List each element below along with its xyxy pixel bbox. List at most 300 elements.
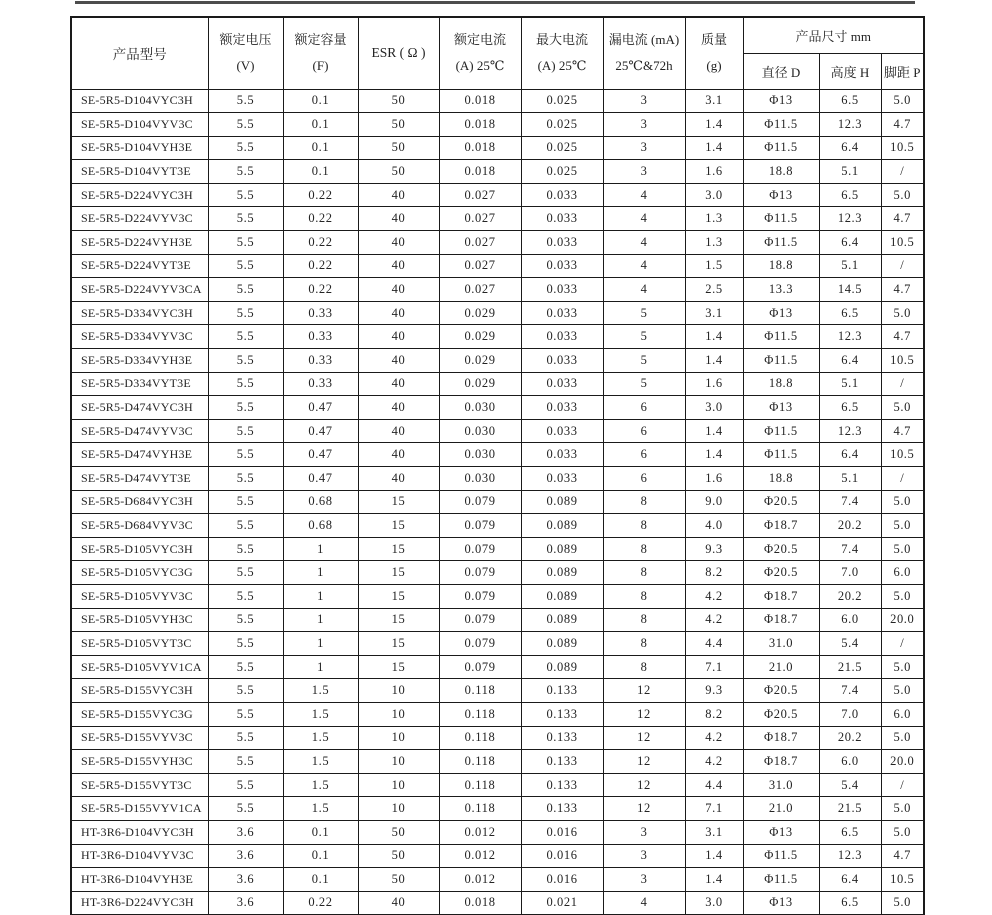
cell-weight: 1.6 bbox=[685, 372, 743, 396]
table-row bbox=[71, 325, 924, 349]
cell-diameter: 18.8 bbox=[743, 467, 819, 491]
cell-rated-voltage: 5.5 bbox=[208, 537, 283, 561]
cell-rated-capacity: 0.1 bbox=[283, 820, 358, 844]
cell-esr: 10 bbox=[358, 679, 439, 703]
cell-diameter: Φ20.5 bbox=[743, 561, 819, 585]
cell-rated-capacity: 0.22 bbox=[283, 231, 358, 255]
cell-rated-voltage: 5.5 bbox=[208, 561, 283, 585]
cell-diameter: Φ11.5 bbox=[743, 136, 819, 160]
cell-height: 14.5 bbox=[819, 278, 881, 302]
cell-model: SE-5R5-D155VYT3C bbox=[71, 773, 208, 797]
cell-pitch: 6.0 bbox=[881, 702, 924, 726]
cell-model: SE-5R5-D104VYC3H bbox=[71, 89, 208, 113]
header-size-group bbox=[743, 17, 924, 53]
cell-pitch: / bbox=[881, 632, 924, 656]
cell-max-current: 0.025 bbox=[521, 136, 603, 160]
cell-weight: 1.4 bbox=[685, 419, 743, 443]
table-row bbox=[71, 419, 924, 443]
cell-esr: 40 bbox=[358, 443, 439, 467]
cell-leakage-current: 6 bbox=[603, 443, 685, 467]
cell-diameter: Φ13 bbox=[743, 89, 819, 113]
cell-height: 20.2 bbox=[819, 726, 881, 750]
cell-max-current: 0.033 bbox=[521, 396, 603, 420]
cell-weight: 8.2 bbox=[685, 702, 743, 726]
cell-diameter: Φ13 bbox=[743, 396, 819, 420]
header-leakage-line1: 漏电流 (mA) bbox=[608, 32, 680, 48]
cell-max-current: 0.033 bbox=[521, 301, 603, 325]
cell-rated-voltage: 5.5 bbox=[208, 207, 283, 231]
cell-rated-current: 0.018 bbox=[439, 89, 521, 113]
cell-model: SE-5R5-D684VYV3C bbox=[71, 514, 208, 538]
cell-diameter: Φ11.5 bbox=[743, 113, 819, 137]
cell-leakage-current: 12 bbox=[603, 773, 685, 797]
cell-leakage-current: 3 bbox=[603, 844, 685, 868]
cell-max-current: 0.033 bbox=[521, 207, 603, 231]
table-row bbox=[71, 726, 924, 750]
cell-esr: 15 bbox=[358, 514, 439, 538]
cell-height: 12.3 bbox=[819, 419, 881, 443]
cell-weight: 1.4 bbox=[685, 443, 743, 467]
cell-rated-current: 0.029 bbox=[439, 301, 521, 325]
cell-rated-current: 0.118 bbox=[439, 679, 521, 703]
cell-rated-voltage: 5.5 bbox=[208, 726, 283, 750]
cell-rated-voltage: 5.5 bbox=[208, 160, 283, 184]
cell-rated-capacity: 1.5 bbox=[283, 773, 358, 797]
cell-height: 7.0 bbox=[819, 702, 881, 726]
cell-model: SE-5R5-D224VYV3C bbox=[71, 207, 208, 231]
cell-weight: 1.4 bbox=[685, 844, 743, 868]
cell-rated-capacity: 0.1 bbox=[283, 113, 358, 137]
cell-max-current: 0.133 bbox=[521, 726, 603, 750]
cell-esr: 40 bbox=[358, 396, 439, 420]
cell-model: SE-5R5-D474VYH3E bbox=[71, 443, 208, 467]
cell-leakage-current: 3 bbox=[603, 868, 685, 892]
cell-leakage-current: 12 bbox=[603, 726, 685, 750]
cell-rated-current: 0.029 bbox=[439, 349, 521, 373]
cell-weight: 8.2 bbox=[685, 561, 743, 585]
cell-diameter: 13.3 bbox=[743, 278, 819, 302]
cell-pitch: 5.0 bbox=[881, 396, 924, 420]
cell-diameter: Φ11.5 bbox=[743, 325, 819, 349]
cell-height: 5.1 bbox=[819, 254, 881, 278]
cell-rated-current: 0.079 bbox=[439, 514, 521, 538]
cell-model: SE-5R5-D334VYT3E bbox=[71, 372, 208, 396]
cell-leakage-current: 3 bbox=[603, 136, 685, 160]
cell-max-current: 0.133 bbox=[521, 702, 603, 726]
cell-pitch: 10.5 bbox=[881, 231, 924, 255]
cell-leakage-current: 4 bbox=[603, 278, 685, 302]
cell-height: 12.3 bbox=[819, 844, 881, 868]
header-rated-voltage-line2: (V) bbox=[236, 58, 255, 74]
cell-leakage-current: 5 bbox=[603, 301, 685, 325]
cell-height: 21.5 bbox=[819, 797, 881, 821]
cell-max-current: 0.033 bbox=[521, 372, 603, 396]
cell-leakage-current: 3 bbox=[603, 113, 685, 137]
cell-rated-current: 0.079 bbox=[439, 490, 521, 514]
header-weight-line1: 质量 bbox=[700, 32, 727, 48]
cell-diameter: 31.0 bbox=[743, 773, 819, 797]
cell-esr: 10 bbox=[358, 773, 439, 797]
cell-rated-capacity: 1 bbox=[283, 584, 358, 608]
spec-table-container bbox=[70, 16, 925, 915]
cell-model: SE-5R5-D104VYH3E bbox=[71, 136, 208, 160]
cell-height: 6.5 bbox=[819, 183, 881, 207]
cell-rated-voltage: 5.5 bbox=[208, 490, 283, 514]
cell-pitch: / bbox=[881, 254, 924, 278]
cell-model: SE-5R5-D105VYV1CA bbox=[71, 655, 208, 679]
cell-max-current: 0.089 bbox=[521, 632, 603, 656]
cell-leakage-current: 5 bbox=[603, 349, 685, 373]
cell-rated-capacity: 0.33 bbox=[283, 301, 358, 325]
cell-model: SE-5R5-D105VYH3C bbox=[71, 608, 208, 632]
cell-rated-capacity: 0.33 bbox=[283, 372, 358, 396]
table-row bbox=[71, 443, 924, 467]
cell-weight: 4.4 bbox=[685, 773, 743, 797]
cell-model: SE-5R5-D105VYC3G bbox=[71, 561, 208, 585]
cell-pitch: 5.0 bbox=[881, 514, 924, 538]
cell-diameter: Φ20.5 bbox=[743, 537, 819, 561]
cell-max-current: 0.025 bbox=[521, 160, 603, 184]
cell-rated-current: 0.118 bbox=[439, 797, 521, 821]
cell-rated-capacity: 0.47 bbox=[283, 396, 358, 420]
cell-model: SE-5R5-D224VYV3CA bbox=[71, 278, 208, 302]
cell-rated-capacity: 0.33 bbox=[283, 325, 358, 349]
cell-weight: 1.6 bbox=[685, 467, 743, 491]
cell-leakage-current: 8 bbox=[603, 632, 685, 656]
header-height-label: 高度 H bbox=[830, 64, 870, 80]
header-esr bbox=[358, 17, 439, 89]
table-row bbox=[71, 160, 924, 184]
cell-height: 6.4 bbox=[819, 868, 881, 892]
cell-leakage-current: 4 bbox=[603, 891, 685, 915]
cell-rated-capacity: 0.33 bbox=[283, 349, 358, 373]
cell-leakage-current: 6 bbox=[603, 419, 685, 443]
cell-esr: 50 bbox=[358, 136, 439, 160]
cell-rated-voltage: 5.5 bbox=[208, 325, 283, 349]
cell-rated-voltage: 5.5 bbox=[208, 396, 283, 420]
cell-rated-capacity: 1.5 bbox=[283, 797, 358, 821]
cell-rated-capacity: 1.5 bbox=[283, 679, 358, 703]
cell-pitch: 10.5 bbox=[881, 443, 924, 467]
cell-rated-voltage: 3.6 bbox=[208, 820, 283, 844]
cell-rated-voltage: 5.5 bbox=[208, 136, 283, 160]
cell-pitch: / bbox=[881, 372, 924, 396]
cell-rated-capacity: 0.1 bbox=[283, 160, 358, 184]
cell-pitch: 4.7 bbox=[881, 325, 924, 349]
cell-model: SE-5R5-D224VYC3H bbox=[71, 183, 208, 207]
cell-rated-voltage: 5.5 bbox=[208, 608, 283, 632]
cell-leakage-current: 3 bbox=[603, 89, 685, 113]
cell-diameter: Φ11.5 bbox=[743, 868, 819, 892]
cell-pitch: 5.0 bbox=[881, 301, 924, 325]
table-row bbox=[71, 773, 924, 797]
cell-model: SE-5R5-D474VYT3E bbox=[71, 467, 208, 491]
cell-weight: 4.2 bbox=[685, 750, 743, 774]
cell-max-current: 0.133 bbox=[521, 773, 603, 797]
cell-pitch: 4.7 bbox=[881, 278, 924, 302]
header-diameter-label: 直径 D bbox=[761, 64, 801, 80]
cell-rated-current: 0.027 bbox=[439, 278, 521, 302]
cell-rated-capacity: 0.22 bbox=[283, 254, 358, 278]
cell-diameter: Φ13 bbox=[743, 891, 819, 915]
table-row bbox=[71, 702, 924, 726]
table-row bbox=[71, 396, 924, 420]
cell-rated-voltage: 5.5 bbox=[208, 113, 283, 137]
cell-rated-capacity: 1 bbox=[283, 655, 358, 679]
cell-weight: 9.3 bbox=[685, 679, 743, 703]
cell-rated-voltage: 5.5 bbox=[208, 89, 283, 113]
cell-model: SE-5R5-D105VYT3C bbox=[71, 632, 208, 656]
table-row bbox=[71, 679, 924, 703]
cell-rated-capacity: 1 bbox=[283, 632, 358, 656]
cell-model: HT-3R6-D104VYV3C bbox=[71, 844, 208, 868]
cell-diameter: Φ11.5 bbox=[743, 419, 819, 443]
cell-diameter: Φ13 bbox=[743, 183, 819, 207]
cell-diameter: Φ20.5 bbox=[743, 702, 819, 726]
cell-leakage-current: 8 bbox=[603, 655, 685, 679]
cell-leakage-current: 12 bbox=[603, 702, 685, 726]
cell-rated-capacity: 0.68 bbox=[283, 490, 358, 514]
header-leakage-line2: 25℃&72h bbox=[615, 58, 673, 74]
cell-diameter: Φ11.5 bbox=[743, 349, 819, 373]
cell-rated-current: 0.030 bbox=[439, 419, 521, 443]
table-row bbox=[71, 844, 924, 868]
cell-esr: 50 bbox=[358, 820, 439, 844]
cell-max-current: 0.033 bbox=[521, 419, 603, 443]
cell-weight: 4.0 bbox=[685, 514, 743, 538]
table-row bbox=[71, 514, 924, 538]
cell-rated-voltage: 5.5 bbox=[208, 773, 283, 797]
cell-rated-current: 0.118 bbox=[439, 773, 521, 797]
cell-pitch: 5.0 bbox=[881, 726, 924, 750]
cell-rated-current: 0.012 bbox=[439, 820, 521, 844]
cell-weight: 9.3 bbox=[685, 537, 743, 561]
cell-model: HT-3R6-D104VYC3H bbox=[71, 820, 208, 844]
cell-rated-capacity: 0.22 bbox=[283, 278, 358, 302]
cell-leakage-current: 8 bbox=[603, 608, 685, 632]
cell-weight: 3.0 bbox=[685, 183, 743, 207]
cell-rated-current: 0.018 bbox=[439, 160, 521, 184]
table-row bbox=[71, 797, 924, 821]
cell-height: 5.1 bbox=[819, 372, 881, 396]
cell-esr: 40 bbox=[358, 467, 439, 491]
cell-rated-voltage: 5.5 bbox=[208, 584, 283, 608]
cell-height: 6.4 bbox=[819, 443, 881, 467]
cell-max-current: 0.033 bbox=[521, 443, 603, 467]
cell-rated-voltage: 5.5 bbox=[208, 349, 283, 373]
cell-rated-current: 0.027 bbox=[439, 231, 521, 255]
header-rated-capacity bbox=[283, 17, 358, 89]
cell-esr: 15 bbox=[358, 632, 439, 656]
cell-model: SE-5R5-D104VYV3C bbox=[71, 113, 208, 137]
cell-esr: 10 bbox=[358, 797, 439, 821]
cell-weight: 7.1 bbox=[685, 655, 743, 679]
cell-leakage-current: 6 bbox=[603, 467, 685, 491]
header-weight bbox=[685, 17, 743, 89]
header-pitch-label: 脚距 P bbox=[884, 64, 921, 80]
cell-height: 6.5 bbox=[819, 820, 881, 844]
cell-esr: 10 bbox=[358, 726, 439, 750]
cell-esr: 40 bbox=[358, 325, 439, 349]
table-row bbox=[71, 584, 924, 608]
cell-max-current: 0.089 bbox=[521, 514, 603, 538]
cell-leakage-current: 12 bbox=[603, 750, 685, 774]
cell-height: 7.4 bbox=[819, 679, 881, 703]
cell-esr: 10 bbox=[358, 750, 439, 774]
cell-leakage-current: 4 bbox=[603, 207, 685, 231]
cell-pitch: 4.7 bbox=[881, 207, 924, 231]
cell-rated-current: 0.079 bbox=[439, 584, 521, 608]
header-height bbox=[819, 53, 881, 89]
cell-leakage-current: 5 bbox=[603, 325, 685, 349]
cell-weight: 2.5 bbox=[685, 278, 743, 302]
header-rated-capacity-line1: 额定容量 bbox=[294, 32, 347, 48]
table-row bbox=[71, 561, 924, 585]
cell-rated-voltage: 5.5 bbox=[208, 254, 283, 278]
table-row bbox=[71, 820, 924, 844]
cell-diameter: 31.0 bbox=[743, 632, 819, 656]
cell-rated-capacity: 0.1 bbox=[283, 868, 358, 892]
cell-height: 5.4 bbox=[819, 632, 881, 656]
header-rated-voltage-line1: 额定电压 bbox=[219, 32, 272, 48]
cell-weight: 1.4 bbox=[685, 325, 743, 349]
cell-rated-voltage: 5.5 bbox=[208, 679, 283, 703]
table-row bbox=[71, 301, 924, 325]
cell-rated-current: 0.029 bbox=[439, 325, 521, 349]
cell-leakage-current: 8 bbox=[603, 537, 685, 561]
cell-height: 12.3 bbox=[819, 113, 881, 137]
cell-esr: 40 bbox=[358, 207, 439, 231]
cell-pitch: / bbox=[881, 467, 924, 491]
cell-diameter: Φ18.7 bbox=[743, 584, 819, 608]
cell-height: 5.1 bbox=[819, 467, 881, 491]
cell-max-current: 0.033 bbox=[521, 231, 603, 255]
cell-pitch: 5.0 bbox=[881, 655, 924, 679]
header-max-current-line1: 最大电流 bbox=[535, 32, 588, 48]
cell-rated-current: 0.030 bbox=[439, 396, 521, 420]
cell-rated-voltage: 5.5 bbox=[208, 372, 283, 396]
cell-rated-current: 0.079 bbox=[439, 632, 521, 656]
cell-weight: 1.3 bbox=[685, 207, 743, 231]
cell-esr: 15 bbox=[358, 655, 439, 679]
cell-rated-current: 0.030 bbox=[439, 467, 521, 491]
cell-pitch: 10.5 bbox=[881, 136, 924, 160]
cell-rated-capacity: 1 bbox=[283, 561, 358, 585]
cell-rated-voltage: 5.5 bbox=[208, 750, 283, 774]
cell-leakage-current: 12 bbox=[603, 797, 685, 821]
cell-diameter: Φ11.5 bbox=[743, 443, 819, 467]
cell-max-current: 0.089 bbox=[521, 655, 603, 679]
cell-rated-current: 0.029 bbox=[439, 372, 521, 396]
cell-rated-voltage: 5.5 bbox=[208, 797, 283, 821]
cell-rated-current: 0.027 bbox=[439, 183, 521, 207]
header-weight-line2: (g) bbox=[706, 58, 722, 74]
cell-pitch: 5.0 bbox=[881, 183, 924, 207]
cell-diameter: Φ13 bbox=[743, 820, 819, 844]
table-row bbox=[71, 632, 924, 656]
cell-diameter: 18.8 bbox=[743, 372, 819, 396]
cell-height: 6.5 bbox=[819, 396, 881, 420]
table-row bbox=[71, 608, 924, 632]
cell-diameter: Φ18.7 bbox=[743, 608, 819, 632]
cell-height: 7.4 bbox=[819, 537, 881, 561]
cell-rated-capacity: 0.47 bbox=[283, 443, 358, 467]
cell-rated-capacity: 1 bbox=[283, 608, 358, 632]
header-model bbox=[71, 17, 208, 89]
table-row bbox=[71, 349, 924, 373]
cell-diameter: Φ13 bbox=[743, 301, 819, 325]
header-rated-current-line1: 额定电流 bbox=[453, 32, 506, 48]
cell-esr: 40 bbox=[358, 419, 439, 443]
cell-rated-capacity: 0.1 bbox=[283, 844, 358, 868]
cell-height: 6.0 bbox=[819, 608, 881, 632]
cell-model: SE-5R5-D334VYH3E bbox=[71, 349, 208, 373]
cell-weight: 1.4 bbox=[685, 113, 743, 137]
cell-rated-voltage: 5.5 bbox=[208, 443, 283, 467]
table-row bbox=[71, 136, 924, 160]
table-row bbox=[71, 183, 924, 207]
cell-esr: 15 bbox=[358, 561, 439, 585]
cell-max-current: 0.089 bbox=[521, 537, 603, 561]
cell-model: SE-5R5-D105VYV3C bbox=[71, 584, 208, 608]
cell-rated-voltage: 5.5 bbox=[208, 183, 283, 207]
table-row bbox=[71, 467, 924, 491]
cell-weight: 1.4 bbox=[685, 868, 743, 892]
cell-height: 12.3 bbox=[819, 325, 881, 349]
cell-leakage-current: 4 bbox=[603, 231, 685, 255]
cell-diameter: Φ18.7 bbox=[743, 726, 819, 750]
table-row bbox=[71, 655, 924, 679]
cell-leakage-current: 8 bbox=[603, 561, 685, 585]
cell-weight: 4.2 bbox=[685, 726, 743, 750]
cell-rated-voltage: 5.5 bbox=[208, 467, 283, 491]
cell-rated-voltage: 5.5 bbox=[208, 301, 283, 325]
cell-pitch: 5.0 bbox=[881, 490, 924, 514]
header-esr-label: ESR ( Ω ) bbox=[371, 45, 426, 61]
header-rated-voltage bbox=[208, 17, 283, 89]
cell-weight: 3.1 bbox=[685, 89, 743, 113]
cell-model: SE-5R5-D155VYV1CA bbox=[71, 797, 208, 821]
cell-max-current: 0.133 bbox=[521, 797, 603, 821]
cell-pitch: 4.7 bbox=[881, 419, 924, 443]
header-max-current bbox=[521, 17, 603, 89]
table-row bbox=[71, 113, 924, 137]
cell-weight: 7.1 bbox=[685, 797, 743, 821]
cell-model: SE-5R5-D155VYV3C bbox=[71, 726, 208, 750]
cell-height: 6.4 bbox=[819, 349, 881, 373]
cell-model: SE-5R5-D224VYT3E bbox=[71, 254, 208, 278]
table-row bbox=[71, 89, 924, 113]
cell-max-current: 0.016 bbox=[521, 820, 603, 844]
cell-rated-capacity: 1.5 bbox=[283, 750, 358, 774]
cell-height: 6.5 bbox=[819, 891, 881, 915]
cell-esr: 10 bbox=[358, 702, 439, 726]
table-row bbox=[71, 537, 924, 561]
cell-leakage-current: 3 bbox=[603, 160, 685, 184]
cell-leakage-current: 8 bbox=[603, 514, 685, 538]
cell-model: HT-3R6-D224VYC3H bbox=[71, 891, 208, 915]
cell-esr: 40 bbox=[358, 301, 439, 325]
cell-pitch: 4.7 bbox=[881, 113, 924, 137]
header-model-label: 产品型号 bbox=[112, 47, 167, 63]
cell-diameter: Φ18.7 bbox=[743, 750, 819, 774]
cell-rated-capacity: 0.47 bbox=[283, 419, 358, 443]
cell-pitch: 5.0 bbox=[881, 584, 924, 608]
cell-rated-capacity: 1 bbox=[283, 537, 358, 561]
cell-rated-voltage: 3.6 bbox=[208, 868, 283, 892]
cell-max-current: 0.033 bbox=[521, 183, 603, 207]
cell-height: 6.0 bbox=[819, 750, 881, 774]
